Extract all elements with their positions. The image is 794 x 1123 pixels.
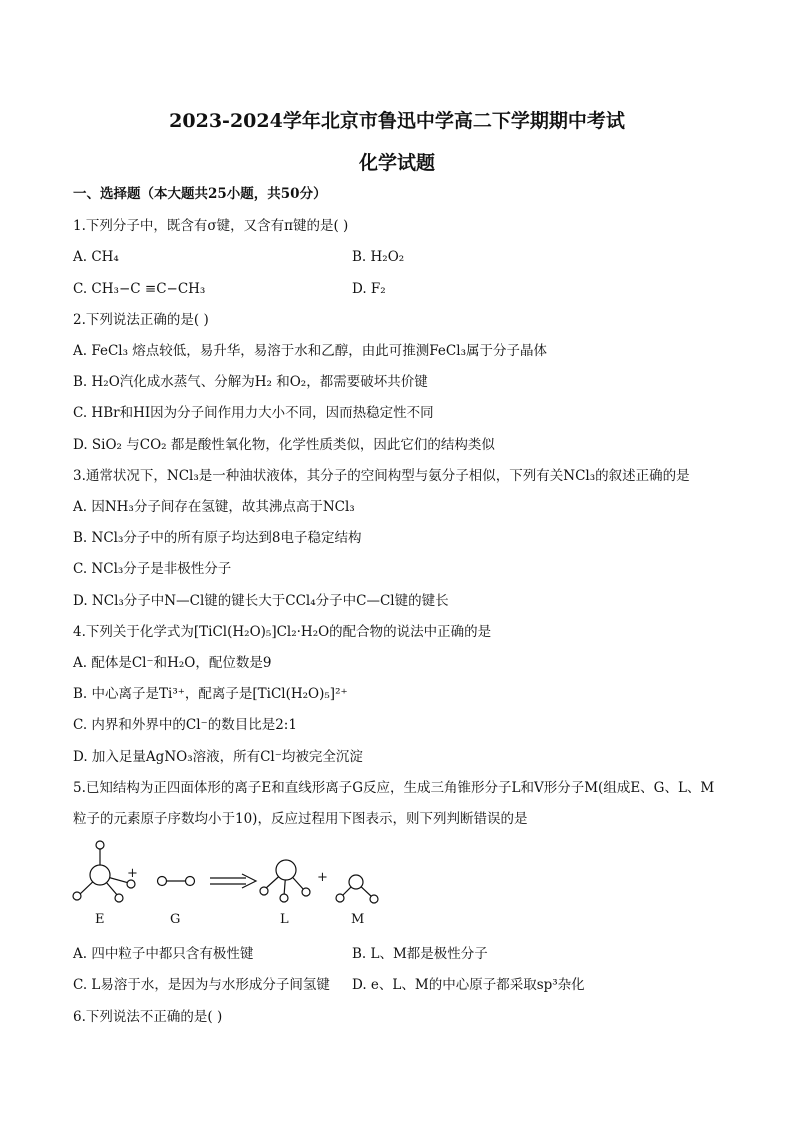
q3-option-d: D. NCl₃分子中N—Cl键的键长大于CCl₄分子中C—Cl键的键长 [73,593,449,609]
label-e: E [95,912,105,927]
label-m: M [351,912,365,927]
molecule-m [336,875,378,903]
plus-sign-2: + [317,870,328,885]
q5-option-a: A. 四中粒子中都只含有极性键 [73,946,254,962]
q4-option-a: A. 配体是Cl⁻和H₂O，配位数是9 [73,655,272,671]
q3-option-b: B. NCl₃分子中的所有原子均达到8电子稳定结构 [73,530,362,546]
q4-option-b: B. 中心离子是Ti³⁺，配离子是[TiCl(H₂O)₅]²⁺ [73,686,348,702]
q2-option-c: C. HBr和HI因为分子间作用力大小不同，因而热稳定性不同 [73,405,434,421]
q3-stem: 3.通常状况下，NCl₃是一种油状液体，其分子的空间构型与氨分子相似，下列有关NCl₃的叙述正确的是 [73,468,690,484]
q1-option-a: A. CH₄ [73,249,119,265]
q1-stem: 1.下列分子中，既含有σ键，又含有π键的是( ) [73,218,349,234]
exam-title: 2023-2024学年北京市鲁迅中学高二下学期期中考试 [169,110,625,132]
q2-option-b: B. H₂O汽化成水蒸气、分解为H₂ 和O₂，都需要破坏共价键 [73,374,428,390]
q5-option-b: B. L、M都是极性分子 [352,946,488,962]
molecule-e [73,841,135,902]
reaction-arrow [210,874,256,888]
q2-option-a: A. FeCl₃ 熔点较低，易升华，易溶于水和乙醇，由此可推测FeCl₃属于分子晶体 [73,343,547,359]
plus-sign-1: + [127,866,138,881]
q1-option-c: C. CH₃−C ≡C−CH₃ [73,281,206,297]
section-heading: 一、选择题（本大题共25小题，共50分） [73,186,327,202]
q4-stem: 4.下列关于化学式为[TiCl(H₂O)₅]Cl₂·H₂O的配合物的说法中正确的是 [73,624,492,640]
exam-subtitle: 化学试题 [358,152,435,174]
molecule-l [260,860,310,902]
q3-option-c: C. NCl₃分子是非极性分子 [73,561,232,577]
molecule-g [158,877,195,886]
label-l: L [280,912,289,927]
q5-stem-line1: 5.已知结构为正四面体形的离子E和直线形离子G反应，生成三角锥形分子L和V形分子M(组成E、G、L、M [73,780,715,796]
q1-option-d: D. F₂ [352,281,386,297]
q1-option-b: B. H₂O₂ [352,249,405,265]
q5-stem-line2: 粒子的元素原子序数均小于10)，反应过程用下图表示，则下列判断错误的是 [73,811,528,827]
q5-option-d: D. e、L、M的中心原子都采取sp³杂化 [352,977,585,993]
q4-option-d: D. 加入足量AgNO₃溶液，所有Cl⁻均被完全沉淀 [73,749,363,765]
q6-stem: 6.下列说法不正确的是( ) [73,1009,223,1025]
q3-option-a: A. 因NH₃分子间存在氢键，故其沸点高于NCl₃ [73,499,355,515]
q5-option-c: C. L易溶于水，是因为与水形成分子间氢键 [73,977,330,993]
reaction-diagram [66,835,406,935]
q4-option-c: C. 内界和外界中的Cl⁻的数目比是2:1 [73,717,297,733]
q2-option-d: D. SiO₂ 与CO₂ 都是酸性氧化物，化学性质类似，因此它们的结构类似 [73,437,495,453]
label-g: G [170,912,181,927]
q2-stem: 2.下列说法正确的是( ) [73,312,209,328]
